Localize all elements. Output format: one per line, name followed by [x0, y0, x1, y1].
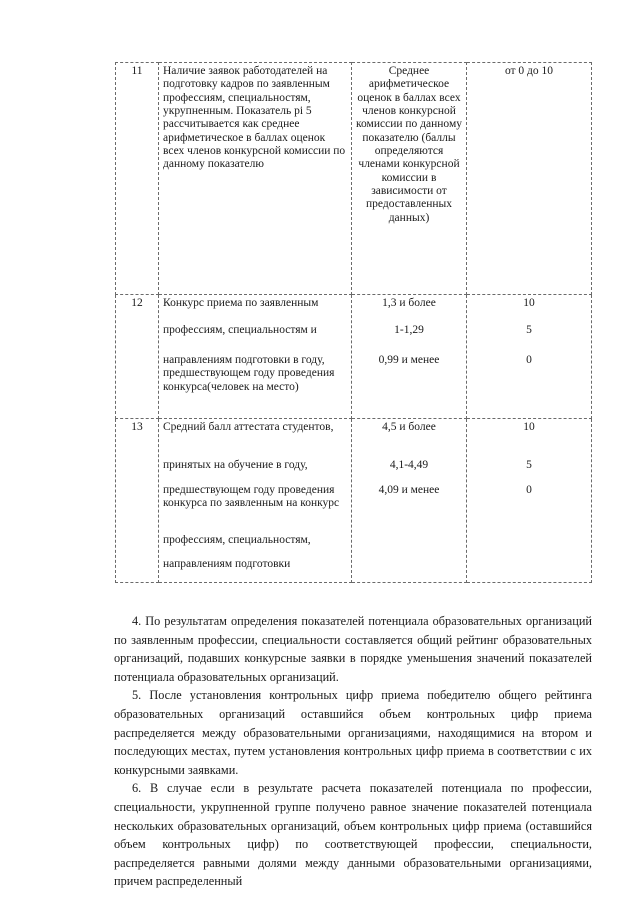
score-value: 0: [526, 484, 532, 496]
calculation-method: Среднее арифметическое оценок в баллах всех членов конкурсной комиссии по данному показателю (баллы определяются членами конкурсной комиссии в зависимости от предоставленных данных): [352, 63, 467, 295]
table-row-12: [116, 295, 592, 419]
criterion-name: Наличие заявок работодателей на подготовку кадров по заявленным профессиям, специальностям, укрупненным. Показатель pi 5 рассчитывается как среднее арифметическое в баллах оценок всех членов конкурсной комиссии по данному показателю: [159, 63, 352, 295]
value-range: 1,3 и более: [382, 297, 436, 309]
paragraph-6: 6. В случае если в результате расчета показателей потенциала по профессии, специальности, укрупненной группе получено равное значение показателей потенциала нескольких образовательных организаций, объем контрольных цифр приема (оставшийся объем контрольных цифр) по соответствующей профессии, специальности, распределяется равными долями между данными образовательными организациями, причем распределенный: [114, 781, 592, 889]
criterion-name: [159, 295, 352, 419]
score-value: 10: [523, 297, 535, 309]
table-row-11: [116, 63, 592, 295]
criterion-name: [159, 419, 352, 583]
row-number: 13: [116, 419, 159, 583]
criterion-name-line: направлениям подготовки: [163, 558, 291, 570]
score-range: от 0 до 10: [467, 63, 592, 295]
table-row-13: [116, 419, 592, 583]
body-text: [114, 612, 592, 891]
value-range: 4,09 и менее: [378, 484, 440, 496]
scores: [467, 295, 592, 419]
value-range: 0,99 и менее: [378, 354, 440, 366]
score-value: 5: [526, 324, 532, 336]
criterion-name-line: Конкурс приема по заявленным: [163, 297, 319, 309]
criteria-table: [115, 62, 592, 583]
criterion-name-line: предшествующем году проведения конкурса по заявленным на конкурс: [163, 484, 340, 510]
row-number: 12: [116, 295, 159, 419]
value-ranges: [352, 295, 467, 419]
value-range: 4,5 и более: [382, 421, 436, 433]
score-value: 0: [526, 354, 532, 366]
criterion-name-line: Средний балл аттестата студентов,: [163, 421, 334, 433]
value-range: 4,1-4,49: [389, 459, 429, 471]
score-value: 5: [526, 459, 532, 471]
criterion-name-line: направлениям подготовки в году, предшествующем году проведения конкурса(человек на место): [163, 354, 335, 393]
criterion-name-line: профессиям, специальностям,: [163, 534, 311, 546]
value-range: 1-1,29: [394, 324, 424, 336]
criterion-name-line: принятых на обучение в году,: [163, 459, 308, 471]
paragraph-5: 5. После установления контрольных цифр приема победителю общего рейтинга образовательных организаций оставшийся объем контрольных цифр приема распределяется между образовательными организациями, находящимися на втором и последующих местах, путем установления контрольных цифр приема в соответствии с их конкурсными заявками.: [114, 688, 592, 777]
value-ranges: [352, 419, 467, 583]
row-number: 11: [116, 63, 159, 295]
scores: [467, 419, 592, 583]
paragraph-4: 4. По результатам определения показателей потенциала образовательных организаций по заявленным профессии, специальности составляется общий рейтинг образовательных организаций, подавших конкурсные заявки в порядке уменьшения значений показателей потенциала образовательных организаций.: [114, 614, 592, 684]
criterion-name-line: профессиям, специальностям и: [163, 324, 317, 336]
score-value: 10: [523, 421, 535, 433]
